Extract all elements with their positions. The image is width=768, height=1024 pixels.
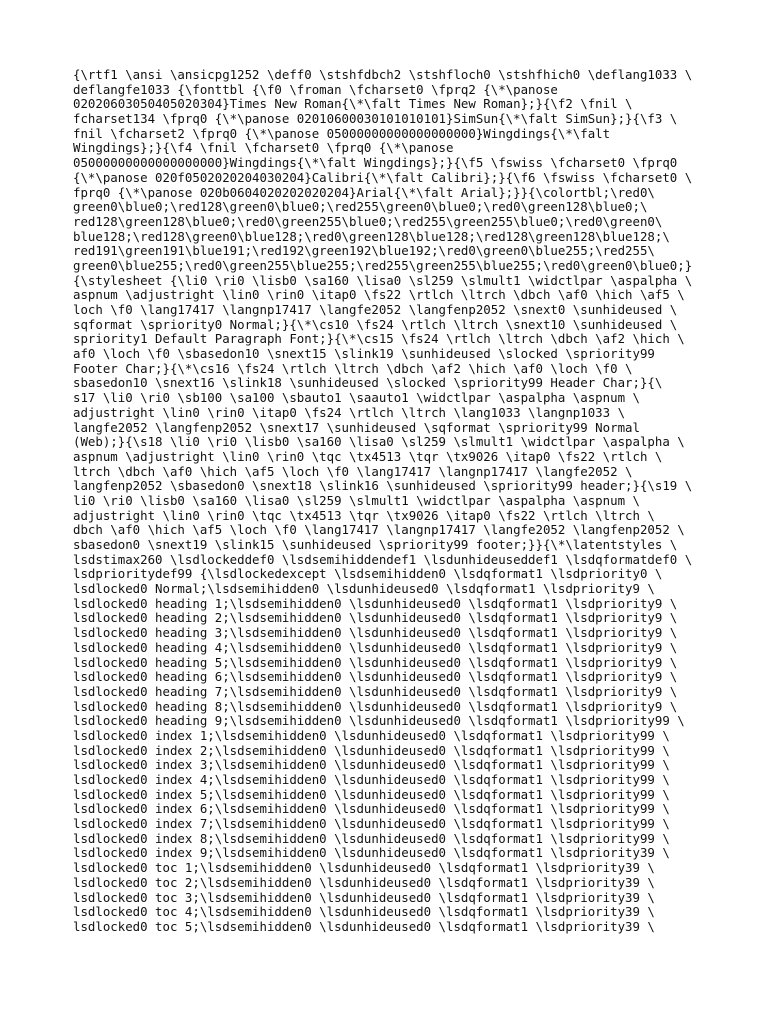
text-line: lsdlocked0 toc 1;\lsdsemihidden0 \lsdunhideused0 \lsdqformat1 \lsdpriority39 \ [73, 860, 655, 876]
text-line: lsdlocked0 index 3;\lsdsemihidden0 \lsdunhideused0 \lsdqformat1 \lsdpriority99 \ [73, 757, 670, 773]
text-line: lsdprioritydef99 {\lsdlockedexcept \lsdsemihidden0 \lsdqformat1 \lsdpriority0 \ [73, 566, 663, 582]
text-line: lsdlocked0 heading 5;\lsdsemihidden0 \lsdunhideused0 \lsdqformat1 \lsdpriority9 \ [73, 654, 678, 670]
text-line: lsdlocked0 heading 6;\lsdsemihidden0 \lsdunhideused0 \lsdqformat1 \lsdpriority9 \ [73, 669, 678, 685]
text-line: 05000000000000000000}Wingdings{\*\falt Wingdings};}{\f5 \fswiss \fcharset0 \fprq0 [73, 155, 678, 171]
text-line: sbasedon10 \snext16 \slink18 \sunhideused \slocked \spriority99 Header Char;}{\ [73, 375, 663, 391]
text-line: {\stylesheet {\li0 \ri0 \lisb0 \sa160 \lisa0 \sl259 \slmult1 \widctlpar \aspalpha \ [73, 272, 693, 288]
text-line: lsdlocked0 index 2;\lsdsemihidden0 \lsdunhideused0 \lsdqformat1 \lsdpriority99 \ [73, 742, 670, 758]
text-line: dbch \af0 \hich \af5 \loch \f0 \lang17417 \langnp17417 \langfe2052 \langfenp2052 \ [73, 522, 685, 538]
rtf-source-text [73, 68, 763, 935]
text-line: loch \f0 \lang17417 \langnp17417 \langfe2052 \langfenp2052 \snext0 \sunhideused \ [73, 302, 678, 317]
text-line: lsdlocked0 heading 1;\lsdsemihidden0 \lsdunhideused0 \lsdqformat1 \lsdpriority9 \ [73, 595, 678, 611]
text-line: fcharset134 \fprq0 {\*\panose 02010600030101010101}SimSun{\*\falt SimSun};}{\f3 \ [73, 111, 678, 127]
text-line: lsdlocked0 toc 5;\lsdsemihidden0 \lsdunhideused0 \lsdqformat1 \lsdpriority39 \ [73, 918, 655, 934]
text-line: 02020603050405020304}Times New Roman{\*\falt Times New Roman};}{\f2 \fnil \ [73, 96, 633, 112]
text-line: lsdstimax260 \lsdlockeddef0 \lsdsemihiddendef1 \lsdunhideuseddef1 \lsdqformatdef0 \ [73, 551, 693, 567]
text-line: lsdlocked0 Normal;\lsdsemihidden0 \lsdunhideused0 \lsdqformat1 \lsdpriority9 \ [73, 581, 655, 597]
text-line: lsdlocked0 heading 4;\lsdsemihidden0 \lsdunhideused0 \lsdqformat1 \lsdpriority9 \ [73, 639, 678, 655]
text-line: sbasedon0 \snext19 \slink15 \sunhideused \spriority99 footer;}}{\*\latentstyles \ [73, 537, 678, 552]
text-line: af0 \loch \f0 \sbasedon10 \snext15 \slink19 \sunhideused \slocked \spriority99 [73, 346, 655, 362]
text-line: ltrch \dbch \af0 \hich \af5 \loch \f0 \lang17417 \langnp17417 \langfe2052 \ [73, 463, 633, 479]
text-line: Footer Char;}{\*\cs16 \fs24 \rtlch \ltrch \dbch \af2 \hich \af0 \loch \f0 \ [73, 360, 633, 376]
text-line: lsdlocked0 toc 2;\lsdsemihidden0 \lsdunhideused0 \lsdqformat1 \lsdpriority39 \ [73, 874, 655, 890]
text-line: langfe2052 \langfenp2052 \snext17 \sunhideused \sqformat \spriority99 Normal [73, 419, 640, 435]
text-line: (Web);}{\s18 \li0 \ri0 \lisb0 \sa160 \lisa0 \sl259 \slmult1 \widctlpar \aspalpha \ [73, 434, 685, 450]
text-line: deflangfe1033 {\fonttbl {\f0 \froman \fcharset0 \fprq2 {\*\panose [73, 81, 558, 97]
text-line: blue128;\red128\green0\blue128;\red0\green128\blue128;\red128\green128\blue128;\ [73, 228, 670, 244]
text-line: lsdlocked0 heading 2;\lsdsemihidden0 \lsdunhideused0 \lsdqformat1 \lsdpriority9 \ [73, 610, 678, 626]
text-line: langfenp2052 \sbasedon0 \snext18 \slink16 \sunhideused \spriority99 header;}{\s19 \ [73, 478, 693, 494]
text-line: lsdlocked0 toc 4;\lsdsemihidden0 \lsdunhideused0 \lsdqformat1 \lsdpriority39 \ [73, 904, 655, 920]
text-line: aspnum \adjustright \lin0 \rin0 \tqc \tx4513 \tqr \tx9026 \itap0 \fs22 \rtlch \ [73, 448, 663, 464]
text-line: li0 \ri0 \lisb0 \sa160 \lisa0 \sl259 \slmult1 \widctlpar \aspalpha \aspnum \ [73, 492, 640, 508]
text-line: lsdlocked0 heading 9;\lsdsemihidden0 \lsdunhideused0 \lsdqformat1 \lsdpriority99 \ [73, 713, 685, 729]
text-line: lsdlocked0 index 9;\lsdsemihidden0 \lsdunhideused0 \lsdqformat1 \lsdpriority39 \ [73, 845, 670, 861]
text-line: lsdlocked0 index 7;\lsdsemihidden0 \lsdunhideused0 \lsdqformat1 \lsdpriority99 \ [73, 816, 670, 832]
text-line: green0\blue0;\red128\green0\blue0;\red255\green0\blue0;\red0\green128\blue0;\ [73, 199, 648, 215]
text-line: adjustright \lin0 \rin0 \itap0 \fs24 \rtlch \ltrch \lang1033 \langnp1033 \ [73, 404, 626, 420]
text-line: lsdlocked0 heading 3;\lsdsemihidden0 \lsdunhideused0 \lsdqformat1 \lsdpriority9 \ [73, 625, 678, 641]
text-line: red128\green128\blue0;\red0\green255\blue0;\red255\green255\blue0;\red0\green0\ [73, 213, 663, 229]
text-line: lsdlocked0 heading 8;\lsdsemihidden0 \lsdunhideused0 \lsdqformat1 \lsdpriority9 \ [73, 698, 678, 714]
text-line: lsdlocked0 toc 3;\lsdsemihidden0 \lsdunhideused0 \lsdqformat1 \lsdpriority39 \ [73, 889, 655, 905]
text-line: {\rtf1 \ansi \ansicpg1252 \deff0 \stshfdbch2 \stshfloch0 \stshfhich0 \deflang1033 \ [73, 67, 693, 82]
text-line: sqformat \spriority0 Normal;}{\*\cs10 \fs24 \rtlch \ltrch \snext10 \sunhideused \ [73, 316, 678, 332]
text-line: aspnum \adjustright \lin0 \rin0 \itap0 \fs22 \rtlch \ltrch \dbch \af0 \hich \af5 \ [73, 287, 685, 303]
text-line: lsdlocked0 index 6;\lsdsemihidden0 \lsdunhideused0 \lsdqformat1 \lsdpriority99 \ [73, 801, 670, 817]
text-line: spriority1 Default Paragraph Font;}{\*\cs15 \fs24 \rtlch \ltrch \dbch \af2 \hich \ [73, 331, 685, 347]
text-line: lsdlocked0 index 5;\lsdsemihidden0 \lsdunhideused0 \lsdqformat1 \lsdpriority99 \ [73, 786, 670, 802]
text-line: lsdlocked0 heading 7;\lsdsemihidden0 \lsdunhideused0 \lsdqformat1 \lsdpriority9 \ [73, 683, 678, 699]
text-line: s17 \li0 \ri0 \sb100 \sa100 \sbauto1 \saauto1 \widctlpar \aspalpha \aspnum \ [73, 390, 640, 406]
text-line: lsdlocked0 index 4;\lsdsemihidden0 \lsdunhideused0 \lsdqformat1 \lsdpriority99 \ [73, 772, 670, 787]
text-line: lsdlocked0 index 8;\lsdsemihidden0 \lsdunhideused0 \lsdqformat1 \lsdpriority99 \ [73, 830, 670, 846]
text-line: red191\green191\blue191;\red192\green192\blue192;\red0\green0\blue255;\red255\ [73, 243, 655, 259]
text-line: lsdlocked0 index 1;\lsdsemihidden0 \lsdunhideused0 \lsdqformat1 \lsdpriority99 \ [73, 727, 670, 743]
text-line: fnil \fcharset2 \fprq0 {\*\panose 05000000000000000000}Wingdings{\*\falt [73, 125, 611, 141]
text-line: adjustright \lin0 \rin0 \tqc \tx4513 \tqr \tx9026 \itap0 \fs22 \rtlch \ltrch \ [73, 507, 655, 523]
text-line: Wingdings};}{\f4 \fnil \fcharset0 \fprq0 {\*\panose [73, 140, 454, 156]
text-line: green0\blue255;\red0\green255\blue255;\red255\green255\blue255;\red0\green0\blue0;} [73, 257, 693, 273]
text-line: fprq0 {\*\panose 020b0604020202020204}Arial{\*\falt Arial};}}{\colortbl;\red0\ [73, 184, 655, 200]
text-line: {\*\panose 020f0502020204030204}Calibri{\*\falt Calibri};}{\f6 \fswiss \fcharset0 \ [73, 169, 693, 185]
